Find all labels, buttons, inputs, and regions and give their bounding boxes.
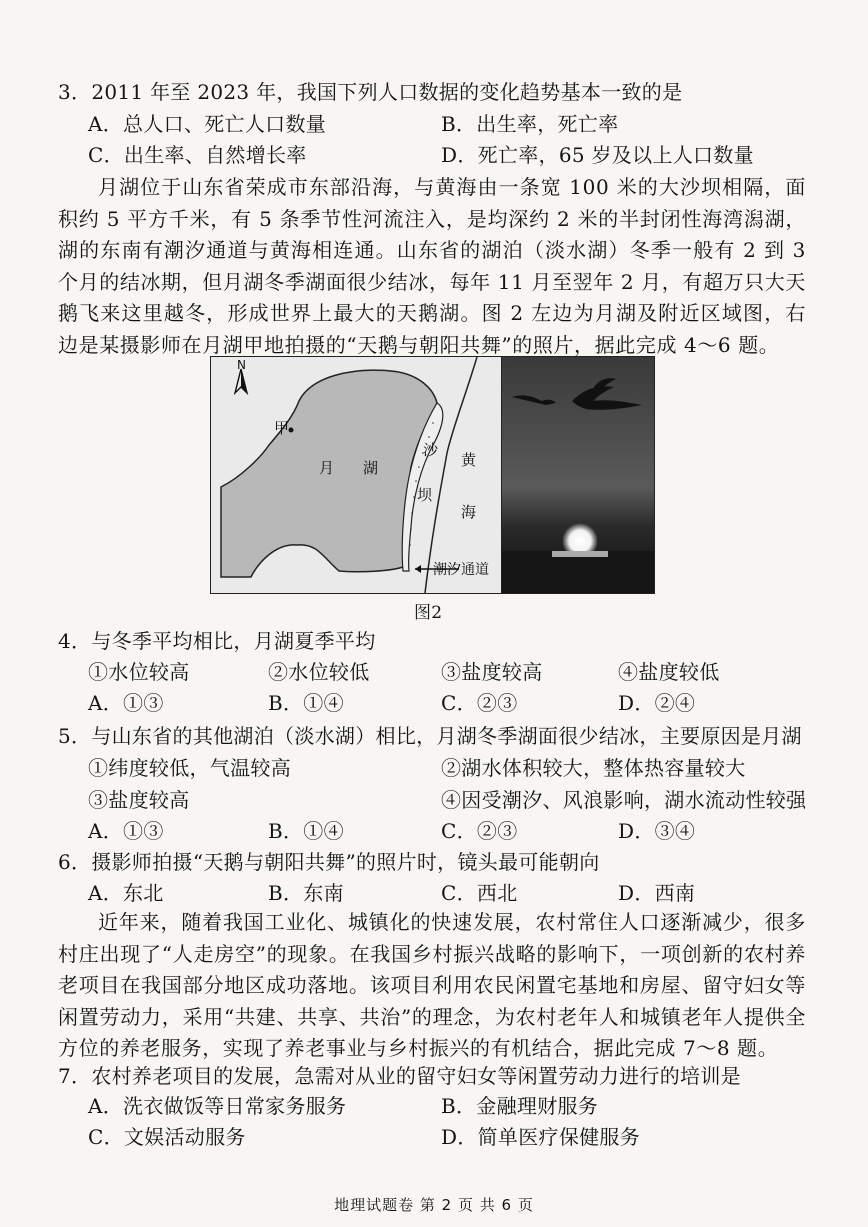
q4-option-d: D．②④	[618, 691, 696, 715]
q5-item-2: ②湖水体积较大，整体热容量较大	[441, 756, 746, 780]
q7-option-b: B．金融理财服务	[441, 1094, 599, 1118]
q5-option-d: D．③④	[618, 819, 696, 843]
point-jia	[289, 428, 294, 433]
hu-label: 湖	[363, 459, 379, 477]
q3-option-d: D．死亡率，65 岁及以上人口数量	[441, 143, 754, 167]
page-footer: 地理试题卷 第 2 页 共 6 页	[334, 1196, 534, 1214]
swan-sunrise-photo	[501, 356, 655, 594]
q6-option-b: B．东南	[268, 881, 344, 905]
q5-item-1: ①纬度较低，气温较高	[88, 756, 291, 780]
q4-item-1: ①水位较高	[88, 660, 190, 684]
q5-item-4: ④因受潮汐、风浪影响，湖水流动性较强	[441, 788, 807, 812]
q7-option-a: A．洗衣做饭等日常家务服务	[88, 1094, 347, 1118]
q5-item-3: ③盐度较高	[88, 788, 190, 812]
q5-option-b: B．①④	[268, 819, 344, 843]
q5-option-a: A．①③	[88, 819, 164, 843]
q3-option-c: C．出生率、自然增长率	[88, 143, 307, 167]
q4-item-4: ④盐度较低	[618, 660, 720, 684]
q4-item-2: ②水位较低	[268, 660, 370, 684]
q6-option-a: A．东北	[88, 881, 164, 905]
sea	[502, 551, 654, 593]
q3-option-a: A．总人口、死亡人口数量	[88, 112, 327, 136]
ba-label: 坝	[417, 486, 433, 504]
photo-drawing	[502, 357, 654, 593]
figure-caption: 图2	[414, 603, 443, 623]
q6-option-d: D．西南	[618, 881, 696, 905]
channel-label: 潮汐通道	[433, 562, 489, 578]
passage-rural-elderly-care: 近年来，随着我国工业化、城镇化的快速发展，农村常住人口逐渐减少，很多村庄出现了“人走房空”的现象。在我国乡村振兴战略的影响下，一项创新的农村养老项目在我国部分地区成功落地。该项目利用农民闲置宅基地和房屋、留守妇女等闲置劳动力，采用“共建、共享、共治”的理念，为农村老年人和城镇老年人提供全方位的养老服务，实现了养老事业与乡村振兴的有机结合，据此完成 7～8 题。	[58, 910, 806, 1060]
q7-option-d: D．简单医疗保健服务	[441, 1125, 641, 1149]
huang-label: 黄	[461, 451, 477, 469]
q3-option-b: B．出生率，死亡率	[441, 112, 619, 136]
q3-stem: 3．2011 年至 2023 年，我国下列人口数据的变化趋势基本一致的是	[58, 80, 683, 104]
q4-stem: 4．与冬季平均相比，月湖夏季平均	[58, 629, 376, 653]
q4-option-a: A．①③	[88, 691, 164, 715]
q5-option-c: C．②③	[441, 819, 518, 843]
q5-stem: 5．与山东省的其他湖泊（淡水湖）相比，月湖冬季湖面很少结冰，主要原因是月湖	[58, 724, 802, 748]
q7-option-c: C．文娱活动服务	[88, 1125, 246, 1149]
jia-label: 甲	[274, 419, 290, 437]
north-label: N	[237, 358, 246, 372]
q4-option-c: C．②③	[441, 691, 518, 715]
q6-option-c: C．西北	[441, 881, 518, 905]
passage-yuehu: 月湖位于山东省荣成市东部沿海，与黄海由一条宽 100 米的大沙坝相隔，面积约 5 平方千米，有 5 条季节性河流注入，是均深约 2 米的半封闭性海湾潟湖，湖的东南有潮汐通道与黄海相连通。山东省的湖泊（淡水湖）冬季一般有 2 到 3 个月的结冰期，但月湖冬季湖面很少结冰，每年 11 月至翌年 2 月，有超万只大天鹅飞来这里越冬，形成世界上最大的天鹅湖。图 2 左边为月湖及附近区域图，右边是某摄影师在月湖甲地拍摄的“天鹅与朝阳共舞”的照片，据此完成 4～6 题。	[58, 175, 806, 357]
hai-label: 海	[461, 503, 477, 521]
q6-stem: 6．摄影师拍摄“天鹅与朝阳共舞”的照片时，镜头最可能朝向	[58, 850, 600, 874]
yue-label: 月	[319, 459, 335, 477]
sha-label: 沙	[423, 441, 439, 459]
map-drawing	[211, 357, 501, 593]
q7-stem: 7．农村养老项目的发展，急需对从业的留守妇女等闲置劳动力进行的培训是	[58, 1064, 741, 1088]
q4-item-3: ③盐度较高	[441, 660, 543, 684]
map-figure	[210, 356, 502, 594]
q4-option-b: B．①④	[268, 691, 344, 715]
